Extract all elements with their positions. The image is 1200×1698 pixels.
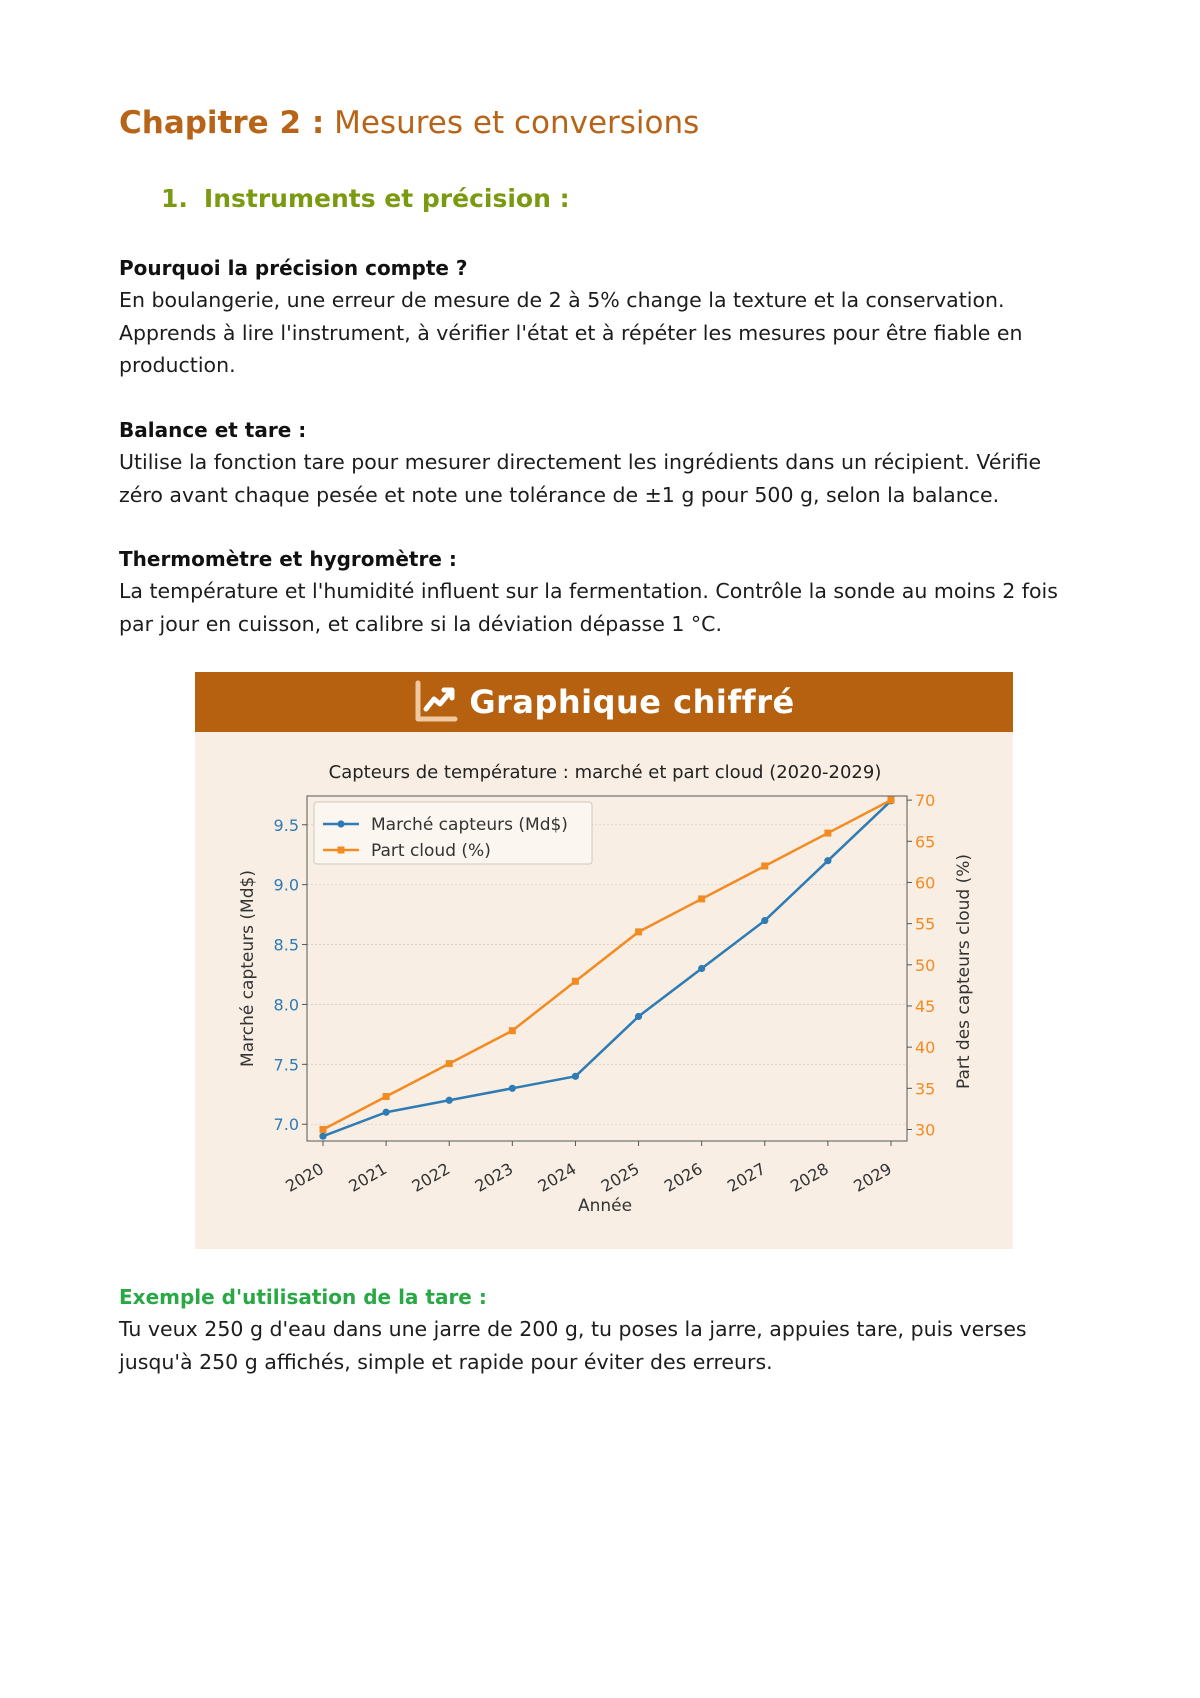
x-tick-label: 2026	[660, 1159, 706, 1196]
legend-marker	[337, 820, 344, 827]
data-point-market	[509, 1085, 516, 1092]
y2-tick-label: 65	[915, 832, 936, 852]
legend-marker	[338, 847, 345, 854]
paragraph-heading: Pourquoi la précision compte ?	[119, 256, 468, 280]
x-tick-label: 2028	[787, 1159, 832, 1196]
paragraph-thermometre	[119, 543, 1089, 640]
line-chart	[195, 672, 1013, 1249]
y2-tick-label: 40	[915, 1038, 936, 1058]
y2-axis-label: Part des capteurs cloud (%)	[954, 853, 974, 1090]
data-point-market	[446, 1097, 453, 1104]
x-axis	[282, 1141, 895, 1196]
data-point-cloud	[383, 1093, 390, 1100]
y-tick-label: 9.0	[273, 875, 299, 895]
x-tick-label: 2027	[724, 1159, 769, 1196]
y2-tick-label: 55	[915, 914, 936, 934]
paragraph-precision	[119, 252, 1089, 382]
left-axis	[274, 816, 307, 1134]
y2-tick-label: 35	[915, 1079, 936, 1099]
data-point-cloud	[761, 862, 768, 869]
paragraph-text: Tu veux 250 g d'eau dans une jarre de 200 g, tu poses la jarre, appuies tare, puis verses jusqu'à 250 g affichés, simple et rapide pour éviter des erreurs.	[119, 1317, 1027, 1374]
paragraph-text: En boulangerie, une erreur de mesure de 2 à 5% change la texture et la conservation. Apprends à lire l'instrument, à vérifier l'état et à répéter les mesures pour être fiable en production.	[119, 288, 1023, 377]
x-tick-label: 2024	[534, 1159, 580, 1196]
data-point-market	[698, 965, 705, 972]
chapter-title	[119, 105, 699, 141]
y-tick-label: 7.5	[273, 1055, 299, 1075]
data-point-market	[761, 917, 768, 924]
data-point-market	[319, 1133, 326, 1140]
x-tick-label: 2021	[345, 1159, 391, 1196]
legend-label: Marché capteurs (Md$)	[371, 815, 568, 835]
x-tick-label: 2023	[471, 1159, 517, 1196]
data-point-market	[572, 1073, 579, 1080]
data-point-cloud	[635, 928, 642, 935]
y2-tick-label: 30	[915, 1120, 936, 1140]
paragraph-text: La température et l'humidité influent sur la fermentation. Contrôle la sonde au moins 2 fois par jour en cuisson, et calibre si la déviation dépasse 1 °C.	[119, 579, 1058, 636]
data-point-market	[824, 857, 831, 864]
y2-tick-label: 70	[915, 791, 936, 811]
data-point-cloud	[320, 1126, 327, 1133]
section-number: 1.	[161, 184, 188, 213]
y2-tick-label: 45	[915, 996, 936, 1016]
x-axis-label: Année	[577, 1196, 633, 1216]
chart-banner-title: Graphique chiffré	[469, 683, 795, 721]
paragraph-text: Utilise la fonction tare pour mesurer directement les ingrédients dans un récipient. Vérifie zéro avant chaque pesée et note une tolérance de ±1 g pour 500 g, selon la balance.	[119, 450, 1042, 507]
data-point-cloud	[572, 978, 579, 985]
section-heading	[161, 184, 570, 213]
paragraph-balance	[119, 414, 1089, 511]
x-tick-label: 2020	[282, 1159, 327, 1196]
y-tick-label: 8.5	[273, 935, 299, 955]
legend-label: Part cloud (%)	[371, 841, 491, 861]
data-point-market	[635, 1013, 642, 1020]
x-tick-label: 2025	[597, 1159, 643, 1196]
chart-card	[195, 672, 1013, 1249]
y2-tick-label: 60	[915, 873, 936, 893]
data-point-cloud	[509, 1027, 516, 1034]
paragraph-exemple-tare	[119, 1281, 1089, 1378]
x-tick-label: 2022	[408, 1159, 454, 1196]
data-point-cloud	[888, 797, 895, 804]
paragraph-heading: Exemple d'utilisation de la tare :	[119, 1285, 487, 1309]
y-tick-label: 9.5	[273, 815, 299, 835]
right-axis	[907, 791, 935, 1139]
chart-title: Capteurs de température : marché et part cloud (2020-2029)	[328, 762, 882, 783]
x-tick-label: 2029	[850, 1159, 895, 1196]
chapter-label: Chapitre 2 :	[119, 105, 325, 141]
y-tick-label: 7.0	[273, 1115, 299, 1135]
chapter-name: Mesures et conversions	[334, 105, 700, 141]
y-axis-label: Marché capteurs (Md$)	[238, 870, 258, 1067]
data-point-cloud	[698, 895, 705, 902]
data-point-cloud	[824, 830, 831, 837]
chart-legend	[314, 802, 592, 864]
data-point-market	[383, 1109, 390, 1116]
section-title: Instruments et précision :	[203, 184, 570, 213]
y2-tick-label: 50	[915, 955, 936, 975]
data-point-cloud	[446, 1060, 453, 1067]
y-tick-label: 8.0	[273, 995, 299, 1015]
paragraph-heading: Balance et tare :	[119, 418, 307, 442]
paragraph-heading: Thermomètre et hygromètre :	[119, 547, 457, 571]
